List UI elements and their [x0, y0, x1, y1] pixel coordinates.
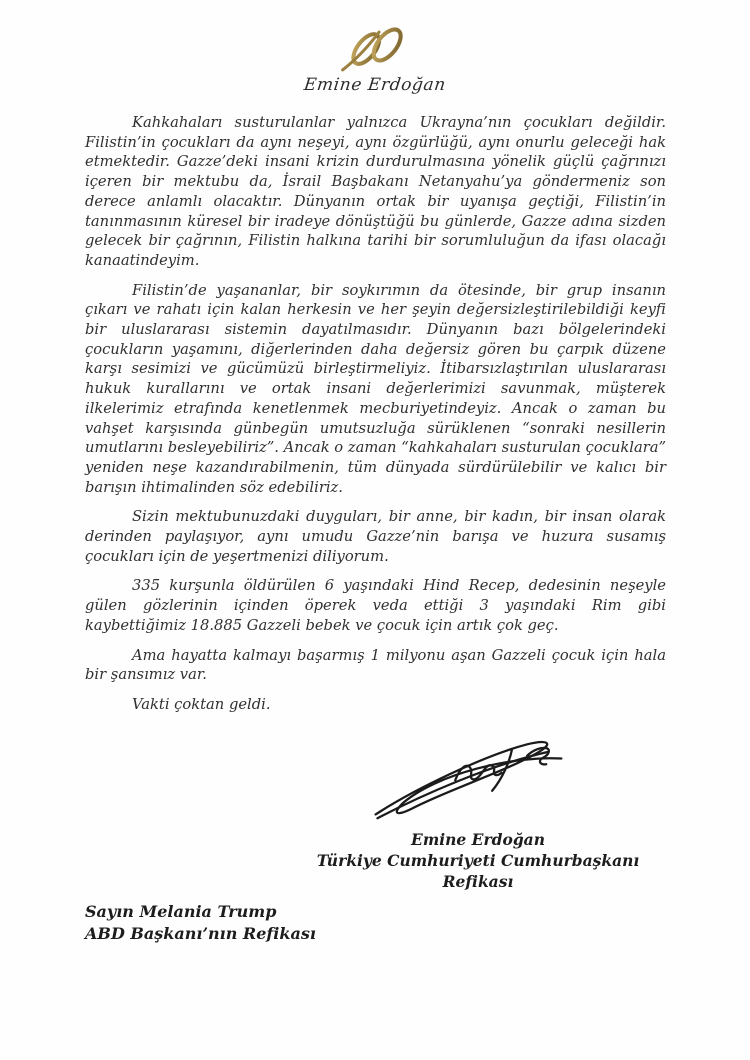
- signatory-name: Emine Erdoğan: [411, 830, 545, 849]
- recipient-title: ABD Başkanı’nın Refikası: [85, 923, 316, 943]
- letter-paragraph: Ama hayatta kalmayı başarmış 1 milyonu aşan Gazzeli çocuk için hala bir şansımız var.: [85, 646, 666, 684]
- letter-paragraph: Kahkahaları susturulanlar yalnızca Ukrayna’nın çocukları değildir. Filistin’in çocukları da aynı neşeyi, aynı özgürlüğü, aynı onurlu geleceği hak etmektedir. Gazze’deki insani krizin durdurulmasına yönelik güçlü çağrınızı içeren bir mektubu da, İsrail Başbakanı Netanyahu’ya göndermeniz son derece anlamlı olacaktır. Dünyanın ortak bir uyanışa geçtiği, Filistin’in tanınmasının küresel bir iradeye dönüştüğü bu günlerde, Gazze adına sizden gelecek bir çağrının, Filistin halkına tarihi bir sorumluluğun da ifası olacağı kanaatindeyim.: [85, 114, 666, 269]
- handwritten-signature-icon: [368, 726, 586, 828]
- letterhead: [0, 20, 750, 95]
- signature-block: [288, 829, 668, 892]
- letter-paragraph: 335 kurşunla öldürülen 6 yaşındaki Hind Recep, dedesinin neşeyle gülen gözlerinin içinden öperek veda ettiği 3 yaşındaki Rim gibi kaybettiğimiz 18.885 Gazzeli bebek ve çocuk için artık çok geç.: [85, 577, 666, 634]
- letterhead-name: Emine Erdoğan: [302, 75, 448, 95]
- letter-paragraph: Vakti çoktan geldi.: [132, 695, 271, 713]
- recipient-name: Sayın Melania Trump: [85, 902, 277, 921]
- letter-paragraph: Filistin’de yaşananlar, bir soykırımın da ötesinde, bir grup insanın çıkarı ve rahatı için kalan herkesin ve her şeyin değersizleştirilebildiği keyfi bir uluslararası sistemin dayatılmasıdır. Dünyanın bazı bölgelerindeki çocukların yaşamını, diğerlerinden daha değersiz gören bu çarpık düzene karşı sesimizi ve gücümüzü birleştirmeliyiz. İtibarsızlaştırılan uluslararası hukuk kurallarını ve ortak insani değerlerimizi savunmak, müşterek ilkelerimiz etrafında kenetlenmek mecburiyetindeyiz. Ancak o zaman bu vahşet karşısında günbegün umutsuzluğa sürüklenen “sonraki nesillerin umutlarını besleyebiliriz”. Ancak o zaman “kahkahaları susturulan çocuklara” yeniden neşe kazandırabilmenin, tüm dünyada sürdürülebilir ve kalıcı bir barışın ihtimalinden söz edebiliriz.: [85, 281, 666, 496]
- letter-paragraph: Sizin mektubunuzdaki duyguları, bir anne, bir kadın, bir insan olarak derinden paylaşıyor, aynı umudu Gazze’nin barışa ve huzura susamış çocukları için de yeşertmenizi diliyorum.: [85, 508, 666, 565]
- signatory-title: Türkiye Cumhuriyeti Cumhurbaşkanı Refikası: [316, 851, 640, 891]
- recipient-block: [85, 901, 316, 944]
- letter-body: [85, 113, 666, 725]
- emine-erdogan-monogram-icon: [327, 20, 423, 74]
